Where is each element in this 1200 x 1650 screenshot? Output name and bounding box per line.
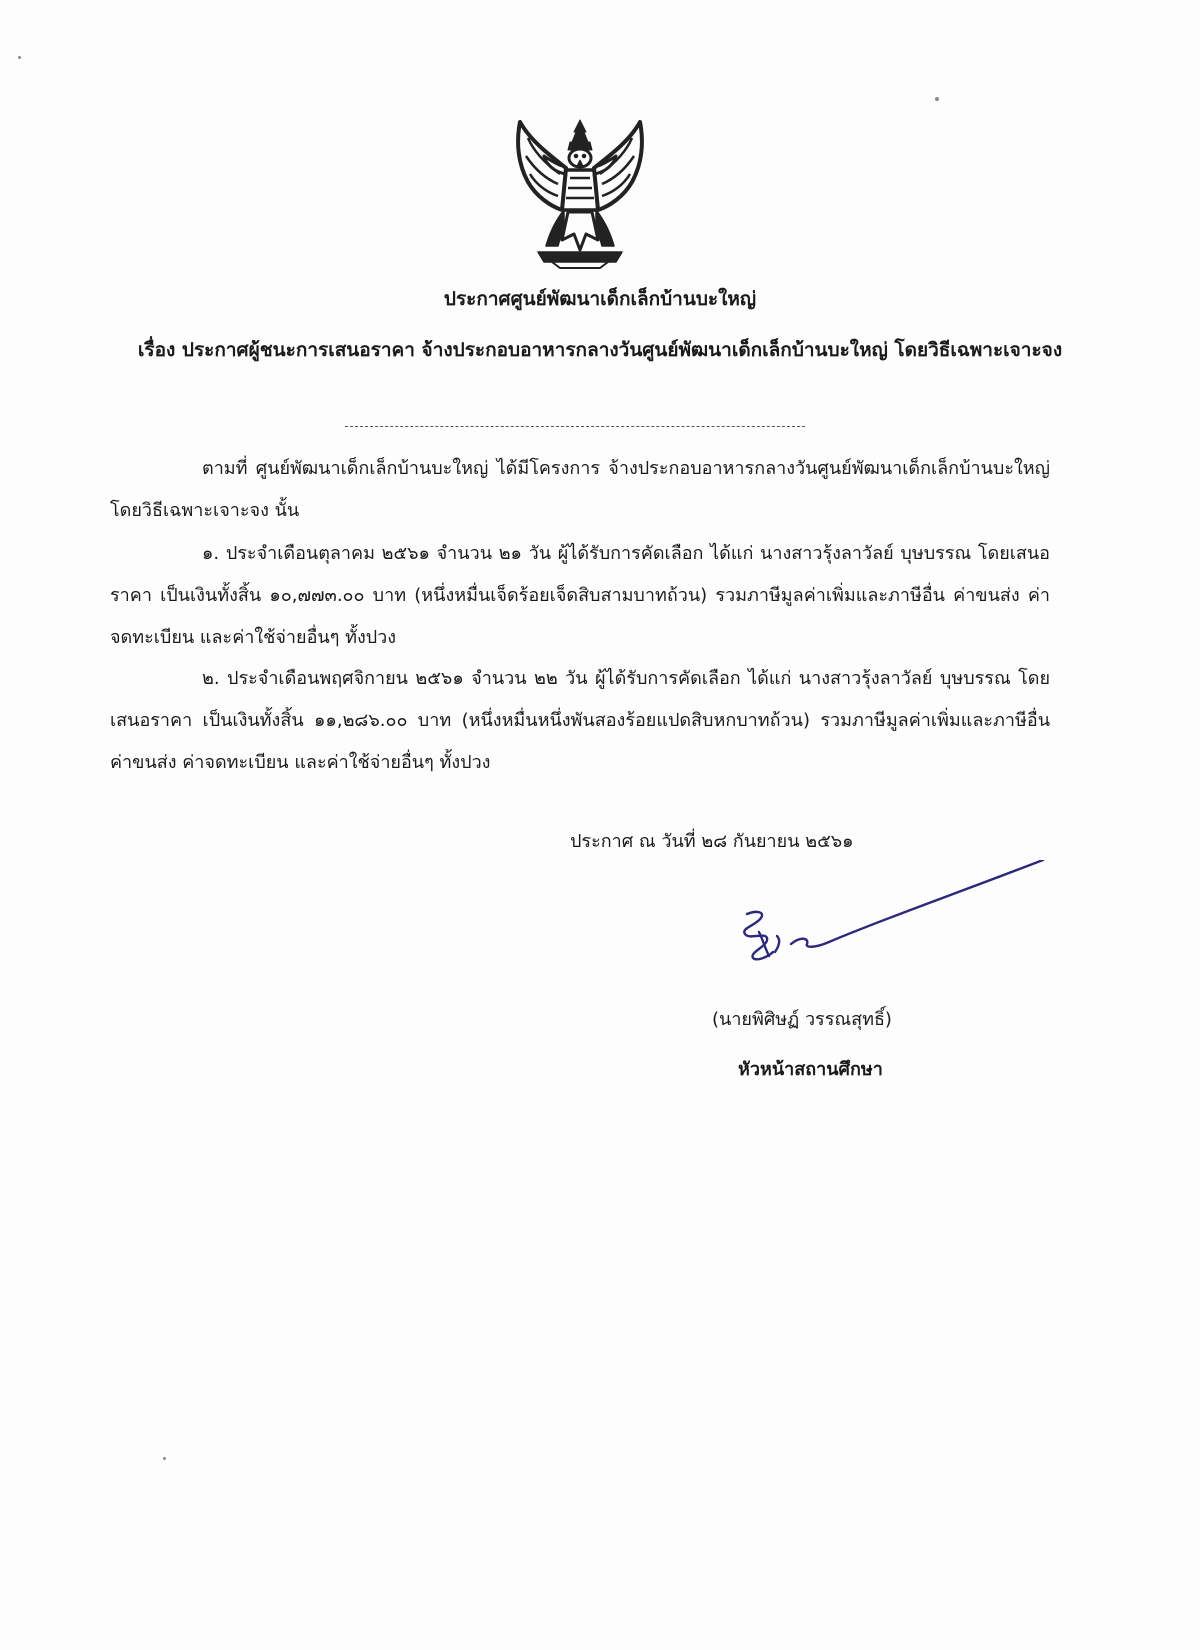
item-paragraph-november: ๒. ประจำเดือนพฤศจิกายน ๒๕๖๑ จำนวน ๒๒ วัน ผู้ได้รับการคัดเลือก ได้แก่ นางสาวรุ้งลาวัลย์ บุษบรรณ โดยเสนอราคา เป็นเงินทั้งสิ้น ๑๑,๒๘๖.๐๐ บาท (หนึ่งหมื่นหนึ่งพันสองร้อยแปดสิบหกบาทถ้วน) รวมภาษีมูลค่าเพิ่มและภาษีอื่น ค่าขนส่ง ค่าจดทะเบียน และค่าใช้จ่ายอื่นๆ ทั้งปวง (110, 668, 1050, 773)
scan-speck (18, 56, 21, 59)
item-paragraph-october: ๑. ประจำเดือนตุลาคม ๒๕๖๑ จำนวน ๒๑ วัน ผู้ได้รับการคัดเลือก ได้แก่ นางสาวรุ้งลาวัลย์ บุษบรรณ โดยเสนอราคา เป็นเงินทั้งสิ้น ๑๐,๗๗๓.๐๐ บาท (หนึ่งหมื่นเจ็ดร้อยเจ็ดสิบสามบาทถ้วน) รวมภาษีมูลค่าเพิ่มและภาษีอื่น ค่าขนส่ง ค่าจดทะเบียน และค่าใช้จ่ายอื่นๆ ทั้งปวง (110, 543, 1050, 648)
announcement-title: ประกาศศูนย์พัฒนาเด็กเล็กบ้านบะใหญ่ (443, 288, 757, 310)
scan-speck (163, 1457, 166, 1460)
signer-name: (นายพิศิษฏ์ วรรณสุทธิ์) (712, 1009, 892, 1030)
garuda-emblem-icon (500, 112, 660, 272)
announcement-date: ประกาศ ณ วันที่ ๒๘ กันยายน ๒๕๖๑ (570, 831, 854, 852)
intro-paragraph: ตามที่ ศูนย์พัฒนาเด็กเล็กบ้านบะใหญ่ ได้มีโครงการ จ้างประกอบอาหารกลางวันศูนย์พัฒนาเด็กเล็กบ้านบะใหญ่ โดยวิธีเฉพาะเจาะจง นั้น (110, 458, 1050, 521)
signer-position: หัวหน้าสถานศึกษา (738, 1059, 883, 1080)
signature-mark (735, 860, 1095, 1010)
announcement-subject: เรื่อง ประกาศผู้ชนะการเสนอราคา จ้างประกอบอาหารกลางวันศูนย์พัฒนาเด็กเล็กบ้านบะใหญ่ โดยวิธีเฉพาะเจาะจง (137, 339, 1063, 361)
scan-speck (935, 97, 939, 101)
separator-line (345, 426, 805, 427)
